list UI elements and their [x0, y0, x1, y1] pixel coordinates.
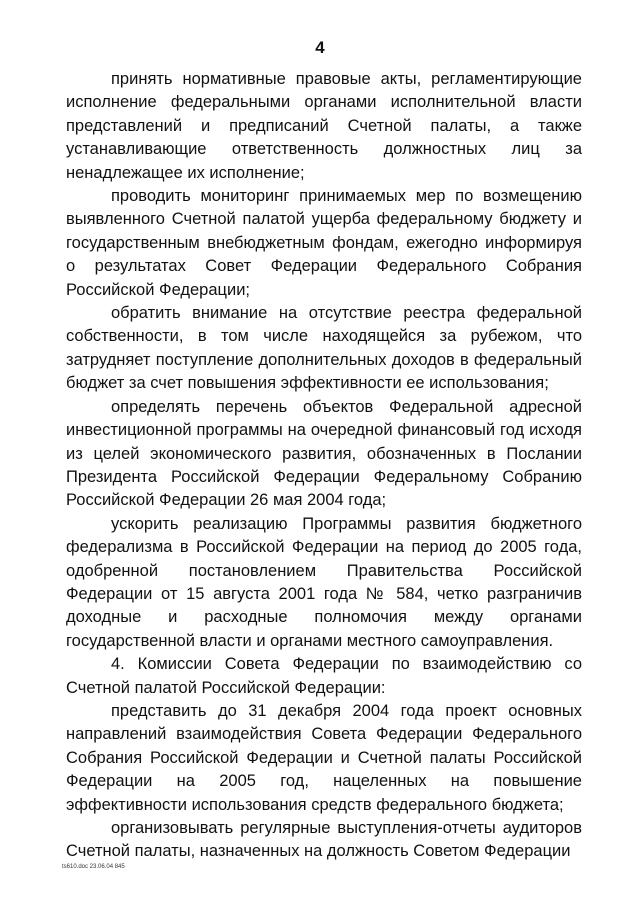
paragraph-3: обратить внимание на отсутствие реестра федеральной собственности, в том числе находящейся за рубежом, что затрудняет поступление дополнительных доходов в федеральный бюджет за счет повышения эффективности ее использования;	[66, 304, 582, 393]
document-footer: ts610.doc 23.06.04 845	[62, 864, 125, 870]
paragraph-8: организовывать регулярные выступления-отчеты аудиторов Счетной палаты, назначенных на должность Советом Федерации	[66, 819, 582, 861]
paragraph-5: ускорить реализацию Программы развития бюджетного федерализма в Российской Федерации на период до 2005 года, одобренной постановлением Правительства Российской Федерации от 15 августа 2001 года № 584, четко разграничив доходные и расходные полномочия между органами государственной власти и органами местного самоуправления.	[66, 514, 582, 650]
paragraph-1: принять нормативные правовые акты, регламентирующие исполнение федеральными органами исполнительной власти представлений и предписаний Счетной палаты, а также устанавливающие ответственность должностных лиц за ненадлежащее их исполнение;	[66, 70, 582, 182]
paragraph-6: 4. Комиссии Совета Федерации по взаимодействию со Счетной палатой Российской Федерации:	[66, 655, 582, 697]
document-body	[66, 68, 582, 864]
paragraph-4: определять перечень объектов Федеральной адресной инвестиционной программы на очередной финансовый год исходя из целей экономического развития, обозначенных в Послании Президента Российской Федерации Федеральному Собранию Российской Федерации 26 мая 2004 года;	[66, 397, 582, 510]
paragraph-7: представить до 31 декабря 2004 года проект основных направлений взаимодействия Совета Федерации Федерального Собрания Российской Федерации и Счетной палаты Российской Федерации на 2005 год, нацеленных на повышение эффективности использования средств федерального бюджета;	[66, 701, 582, 814]
page-number: 4	[315, 38, 325, 57]
paragraph-2: проводить мониторинг принимаемых мер по возмещению выявленного Счетной палатой ущерба федеральному бюджету и государственным внебюджетным фондам, ежегодно информируя о результатах Совет Федерации Федерального Собрания Российской Федерации;	[66, 187, 582, 299]
